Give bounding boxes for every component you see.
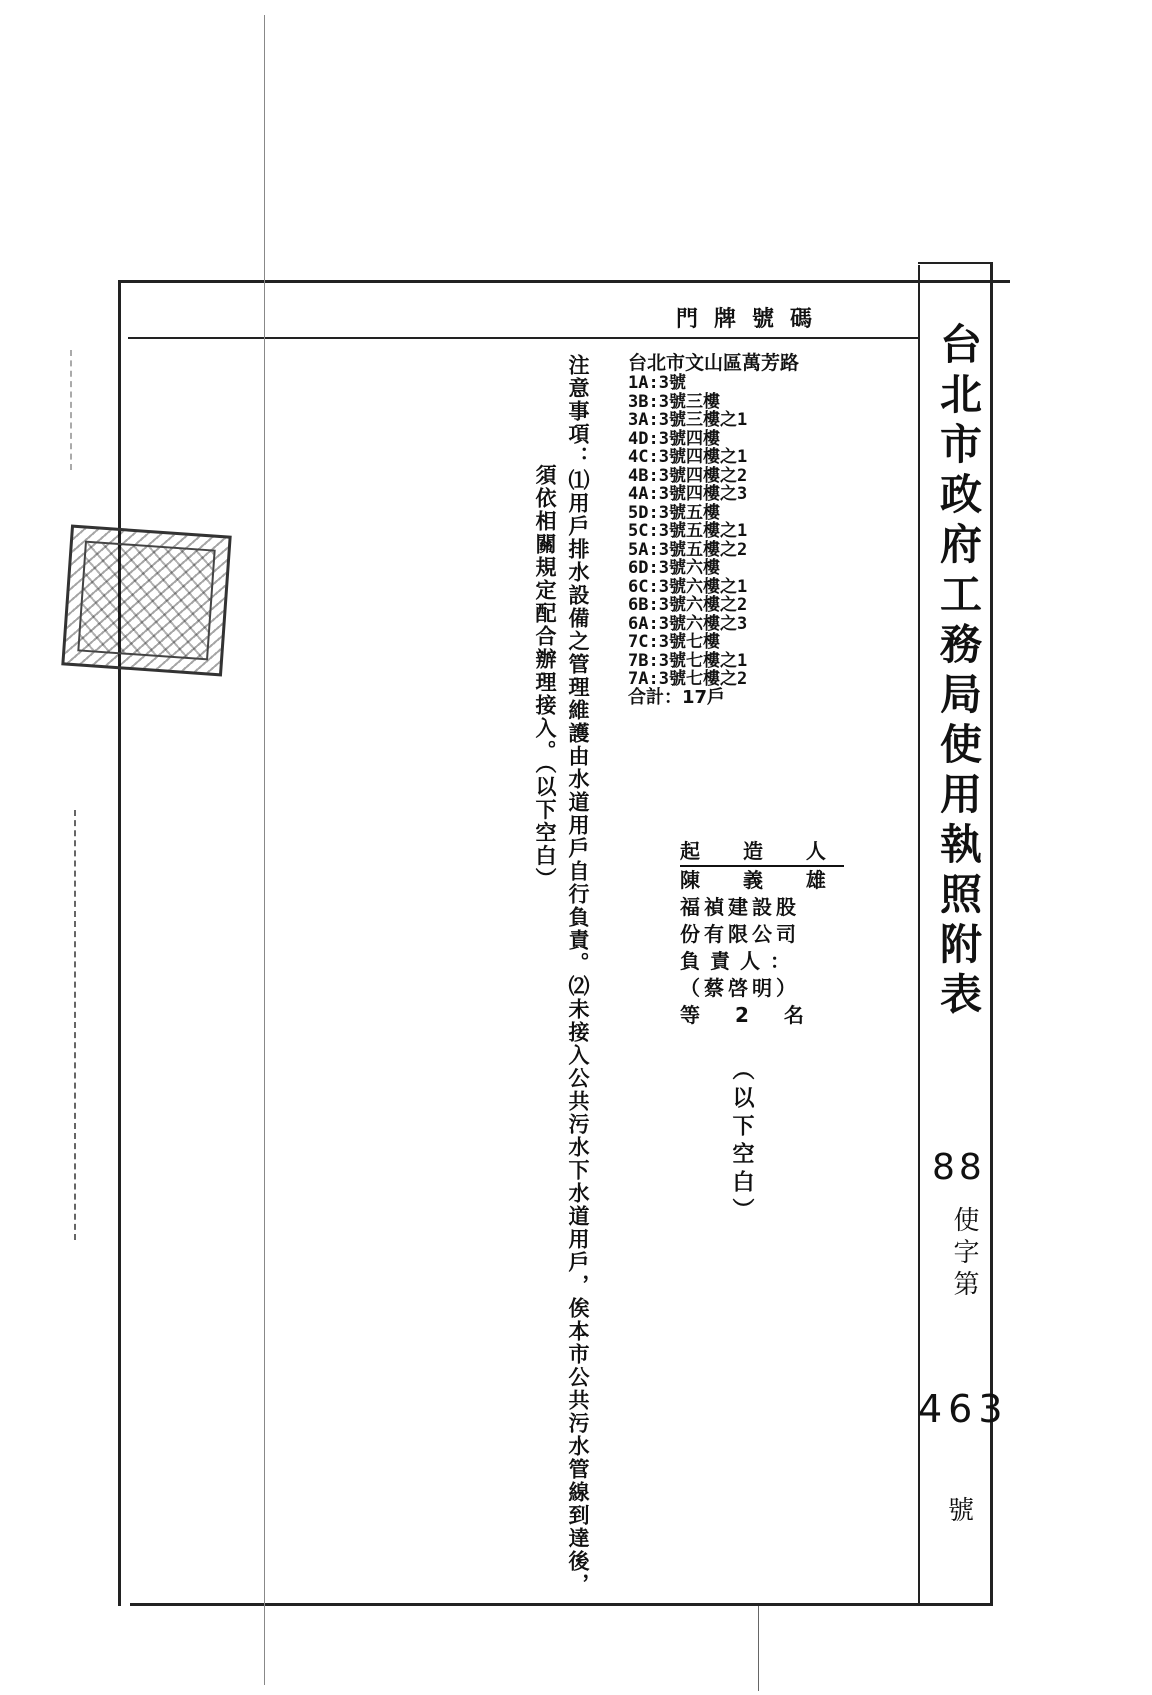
permit-number: 463 — [918, 1387, 1009, 1431]
builder-line: 負責人： — [680, 949, 800, 973]
builder-label: 起 造 人 — [680, 838, 844, 867]
document-title: 台北市政府工務局使用執照附表 — [934, 322, 983, 1022]
frame-top — [118, 280, 1010, 283]
address-entry: 7A:3號七樓之2 — [628, 669, 748, 689]
door-number-header: 門牌號碼 — [676, 307, 829, 332]
address-entry: 3A:3號三樓之1 — [628, 410, 748, 430]
builder-line: （蔡啓明） — [680, 976, 800, 1000]
builder-line: 等 2 名 — [680, 1003, 818, 1027]
address-entry: 5D:3號五樓 — [628, 502, 720, 523]
builder-block — [680, 838, 844, 1029]
address-entry: 6C:3號六樓之1 — [628, 576, 748, 597]
address-entry: 4A:3號四樓之3 — [628, 484, 748, 504]
header-rule — [128, 337, 918, 339]
address-entry: 7C:3號七樓 — [628, 632, 720, 652]
builder-line: 份有限公司 — [680, 922, 800, 946]
address-entry: 6A:3號六樓之3 — [628, 613, 748, 634]
address-block — [628, 352, 799, 707]
permit-year: 88 — [932, 1147, 986, 1188]
address-entry: 4C:3號四樓之1 — [628, 447, 748, 467]
scan-fold-line-bottom — [758, 1606, 759, 1691]
title-column-top — [918, 262, 992, 264]
official-stamp — [61, 525, 231, 677]
address-entry: 7B:3號七樓之1 — [628, 650, 748, 671]
address-entry: 3B:3號三樓 — [628, 391, 720, 412]
address-entry: 6D:3號六樓 — [628, 558, 720, 578]
address-entry: 4B:3號四樓之2 — [628, 465, 748, 486]
builder-blank-note: （以下空白） — [729, 1058, 754, 1226]
address-entry: 6B:3號六樓之2 — [628, 595, 748, 615]
address-entry: 4D:3號四樓 — [628, 428, 720, 449]
street-name: 台北市文山區萬芳路 — [628, 352, 800, 374]
scan-artifact-left — [74, 810, 76, 1240]
address-entry: 1A:3號 — [628, 373, 686, 393]
frame-bottom — [130, 1603, 990, 1606]
permit-number-suffix: 號 — [948, 1496, 975, 1526]
builder-line: 陳 義 雄 — [680, 868, 844, 892]
address-entry: 5A:3號五樓之2 — [628, 539, 748, 560]
scan-artifact-left-top — [70, 350, 72, 470]
address-total: 合計：17戶 — [628, 686, 726, 708]
address-entry: 5C:3號五樓之1 — [628, 521, 748, 541]
notes-line-1: 注意事項：⑴用戶排水設備之管理維護由水道用戶自行負責。⑵未接入公共污水下水道用戶，俟本市公共污水管線到達後， — [566, 354, 590, 1596]
builder-line: 福禎建設股 — [680, 895, 800, 919]
frame-left — [118, 280, 121, 1606]
permit-type-label: 使字第 — [949, 1206, 979, 1302]
scan-fold-line — [264, 15, 265, 1685]
notes-line-2: 須依相關規定配合辦理接入。（以下空白） — [533, 464, 557, 891]
